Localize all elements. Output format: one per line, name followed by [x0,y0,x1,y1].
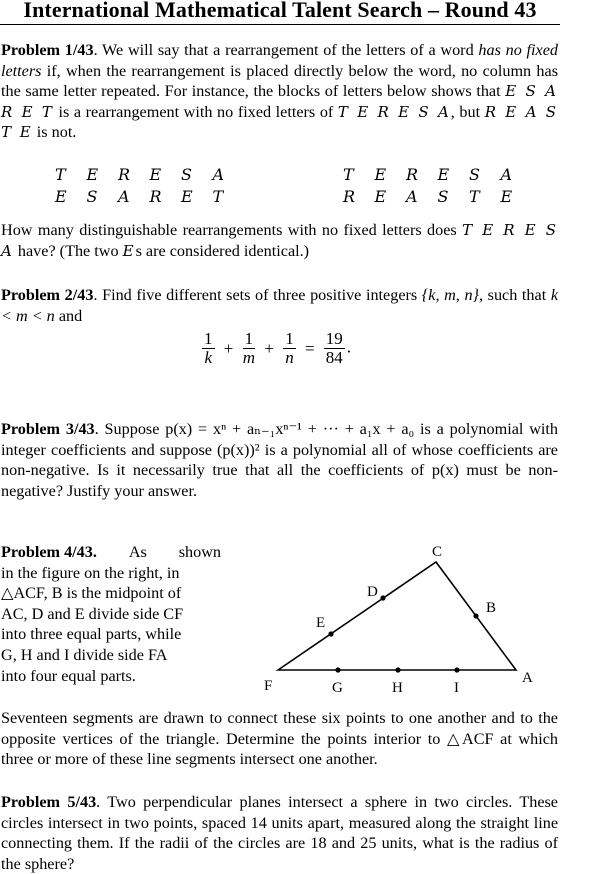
point-e [328,631,333,636]
point-g [335,667,340,672]
point-i [454,667,459,672]
problem-2-statement: Problem 2/43. Find five different sets of three positive integers {k, m, n}, such that k < m < n and [1,286,558,325]
letter-row-top: T E R E S A [343,165,513,184]
problem-4-line: Problem 4/43. As shown [1,543,221,561]
label-i: I [454,680,459,696]
label-a: A [522,670,533,686]
label-f: F [264,678,273,694]
point-d [380,595,385,600]
label-b: B [486,600,497,616]
label-d: D [367,584,378,600]
problem-4-line: AC, D and E divide side CF [1,604,184,623]
problem-4-line: △ACF, B is the midpoint of [1,584,182,603]
triangle-acf [278,562,516,670]
problem-5-label: Problem 5/43 [1,793,97,811]
letter-row-top: T E R E S A [55,165,225,184]
fraction-1-over-m: $\frac{1}{m}$ [242,329,255,367]
problem-4-line: in the figure on the right, in [1,563,180,582]
letter-row-bottom: E S A R E T [55,187,224,206]
label-h: H [392,680,403,696]
problem-1-question: How many distinguishable rearrangements with no fixed letters does T E R E S A have? (The two Es are considered identical.) [1,221,559,260]
problem-1-statement: Problem 1/43. We will say that a rearrangement of the letters of a word has no fixed letters if, when the rearrangement is placed directly below the word, no column has the same letter repeated. For instance, the blocks of letters below shows that E S A R E T is a rearrangement with no fixed letters of T E R E S A, but R E A S T E is not. [1,41,558,142]
problem-4-line: into four equal parts. [1,666,136,685]
problem-1-label: Problem 1/43 [1,41,94,59]
problem-5-statement: Problem 5/43. Two perpendicular planes intersect a sphere in two circles. These circles intersect in two points, spaced 14 units apart, measured along the straight line connecting them. If the radii of the circles are 18 and 25 units, what is the radius of the sphere? [1,793,558,873]
problem-2-label: Problem 2/43 [1,286,94,304]
problem-4-line: into three equal parts, while [1,625,182,644]
label-c: C [432,544,443,560]
problem-3-label: Problem 3/43 [1,420,95,438]
letter-row-bottom: R E A S T E [343,187,513,206]
problem-4-line: G, H and I divide side FA [1,645,168,664]
problem-3-statement: Problem 3/43. Suppose p(x) = xⁿ + aₙ₋₁xⁿ⁻¹ + ··· + a₁x + a₀ is a polynomial with integer coefficients and suppose (p(x))² is a polynomial all of whose coefficients are non-negative. Is it necessarily true that all the coefficients of p(x) must be non-negative? Justify your answer. [1,420,558,500]
fraction-1-over-k: $\frac{1}{k}$ [204,329,213,367]
point-h [395,667,400,672]
problem-4-continuation: Seventeen segments are drawn to connect these six points to one another and to the opposite vertices of the triangle. Determine the points interior to △ACF at which three or more of these line segments intersect one another. [1,709,558,769]
label-g: G [332,680,343,696]
problem-2-equation: $\frac{1}{k}$ + $\frac{1}{m}$ + $\frac{1}{n}$ = $\frac{19}{84}$ . [204,329,352,367]
label-e: E [316,615,326,631]
page-title: International Mathematical Talent Search – Round 43 [23,0,537,22]
fraction-19-over-84: $\frac{19}{84}$ [325,329,343,367]
point-b [473,613,478,618]
fraction-1-over-n: $\frac{1}{n}$ [285,329,294,367]
